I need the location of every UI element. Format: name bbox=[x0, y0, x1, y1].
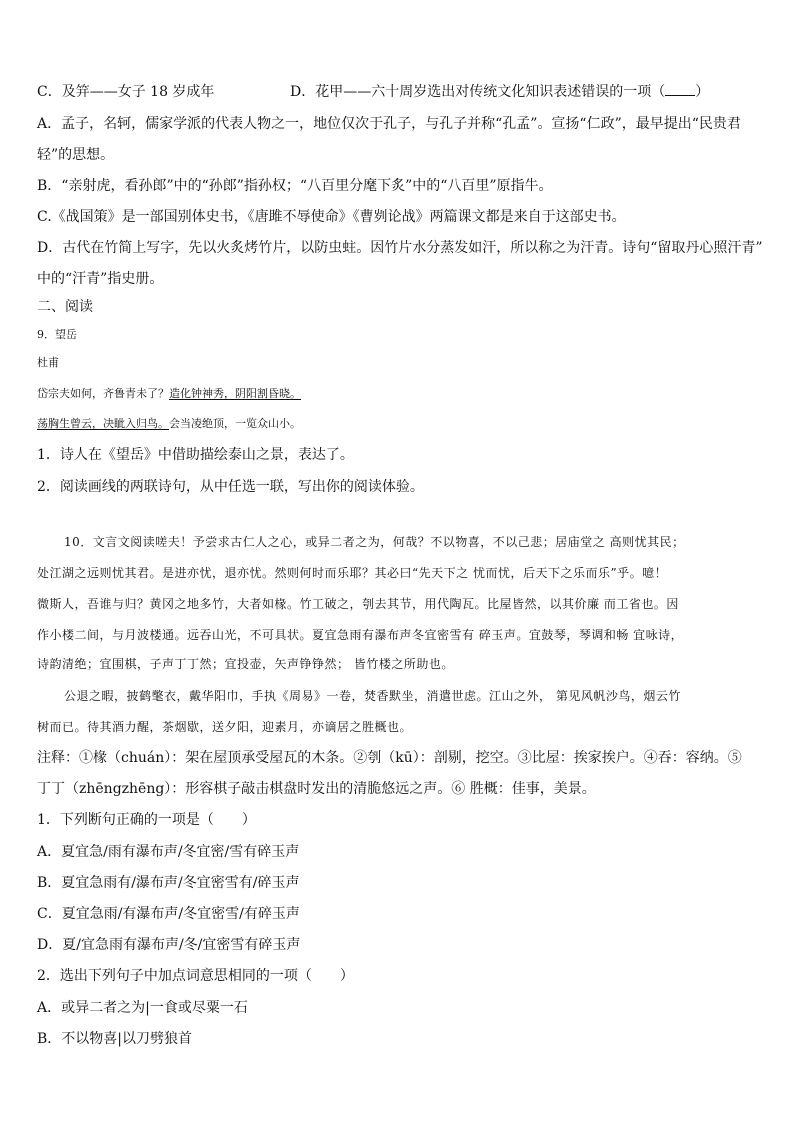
passage-line-2: 处江湖之远则忧其君。是进亦忧，退亦忧。然则何时而乐耶？其必曰“先天下之 忧而忧，后天下之乐而乐”乎。噫！ bbox=[37, 566, 668, 580]
passage-line-1: 10．文言文阅读嗟夫！予尝求古仁人之心，或异二者之为，何哉？不以物喜，不以己悲；居庙堂之 高则忧其民； bbox=[64, 535, 685, 549]
question-10-1-option-a[interactable]: A．夏宜急/雨有瀑布声/冬宜密/雪有碎玉声 bbox=[37, 844, 300, 860]
underlined-couplet-2: 荡胸生曾云，决眦入归鸟。 bbox=[37, 417, 169, 430]
question-10-1: 1．下列断句正确的一项是（ ） bbox=[37, 812, 256, 828]
option-d-line2: 中的“汗青”指史册。 bbox=[37, 271, 164, 287]
question-10-2: 2．选出下列句子中加点词意思相同的一项（ ） bbox=[37, 968, 354, 984]
passage-line-6: 公退之暇，披鹤氅衣，戴华阳巾，手执《周易》一卷，焚香默坐，消遣世虑。江山之外， 第见风帆沙鸟，烟云竹 bbox=[64, 689, 681, 703]
option-c-line bbox=[37, 82, 764, 102]
section-heading-reading: 二、阅读 bbox=[37, 299, 93, 315]
notes-line-2: 丁丁（zhēngzhēng）：形容棋子敲击棋盘时发出的清脆悠远之声。⑥ 胜概：佳事，美景。 bbox=[37, 781, 596, 797]
answer-blank[interactable] bbox=[665, 83, 695, 96]
question-9-2: 2．阅读画线的两联诗句，从中任选一联，写出你的阅读体验。 bbox=[37, 479, 424, 495]
question-10-1-option-b[interactable]: B．夏宜急雨有/瀑布声/冬宜密雪有/碎玉声 bbox=[37, 875, 300, 891]
question-10-1-option-c[interactable]: C．夏宜急雨/有瀑布声/冬宜密雪/有碎玉声 bbox=[37, 906, 300, 922]
option-a-line2: 轻”的思想。 bbox=[37, 147, 115, 163]
question-10-2-option-a[interactable]: A．或异二者之为|一食或尽粟一石 bbox=[37, 1000, 248, 1016]
poem-author: 杜甫 bbox=[37, 356, 59, 369]
option-b-line: B．“亲射虎，看孙郎”中的“孙郎”指孙权；“八百里分麾下炙”中的“八百里”原指牛。 bbox=[37, 178, 553, 194]
option-d-line1: D．古代在竹简上写字，先以火炙烤竹片，以防虫蛀。因竹片水分蒸发如汗，所以称之为汗青。诗句“留取丹心照汗青” bbox=[37, 240, 763, 256]
question-9-1: 1．诗人在《望岳》中借助描绘泰山之景，表达了。 bbox=[37, 447, 354, 463]
poem-title: 9．望岳 bbox=[37, 328, 77, 341]
passage-line-3: 微斯人，吾谁与归？黄冈之地多竹，大者如椽。竹工破之，刳去其节，用代陶瓦。比屋皆然，以其价廉 而工省也。因 bbox=[37, 597, 679, 611]
option-c-jiji: C．及笄——女子 18 岁成年 bbox=[37, 84, 215, 100]
poem-line-1: 岱宗夫如何，齐鲁青未了？造化钟神秀，阴阳割昏晓。 bbox=[37, 387, 301, 400]
option-c-line2: C.《战国策》是一部国别体史书，《唐雎不辱使命》《曹刿论战》两篇课文都是来自于这部史书。 bbox=[37, 209, 626, 225]
passage-line-5: 诗韵清绝；宜围棋，子声丁丁然；宜投壶，矢声铮铮然； 皆竹楼之所助也。 bbox=[37, 657, 454, 671]
passage-line-4: 作小楼二间，与月波楼通。远吞山光，不可具状。夏宜急雨有瀑布声冬宜密雪有 碎玉声。宜鼓琴，琴调和畅 宜咏诗， bbox=[37, 628, 684, 642]
question-10-2-option-b[interactable]: B．不以物喜|以刀劈狼首 bbox=[37, 1031, 193, 1047]
underlined-couplet-1: 造化钟神秀，阴阳割昏晓。 bbox=[169, 387, 301, 400]
passage-line-7: 树而已。待其酒力醒，茶烟歇，送夕阳，迎素月，亦谪居之胜概也。 bbox=[37, 720, 413, 734]
notes-line-1: 注释：①椽（chuán）：架在屋顶承受屋瓦的木条。②刳（kū）：剖剔，挖空。③比屋：挨家挨户。④吞：容纳。⑤ bbox=[37, 750, 742, 766]
option-d-huajia: D．花甲——六十周岁选出对传统文化知识表述错误的一项（ ） bbox=[290, 84, 710, 100]
poem-line-2: 荡胸生曾云，决眦入归鸟。会当凌绝顶，一览众山小。 bbox=[37, 417, 301, 430]
question-10-1-option-d[interactable]: D．夏/宜急雨有瀑布声/冬/宜密雪有碎玉声 bbox=[37, 937, 301, 953]
option-a-line1: A．孟子，名轲，儒家学派的代表人物之一，地位仅次于孔子，与孔子并称“孔孟”。宣扬“仁政”，最早提出“民贵君 bbox=[37, 116, 741, 132]
